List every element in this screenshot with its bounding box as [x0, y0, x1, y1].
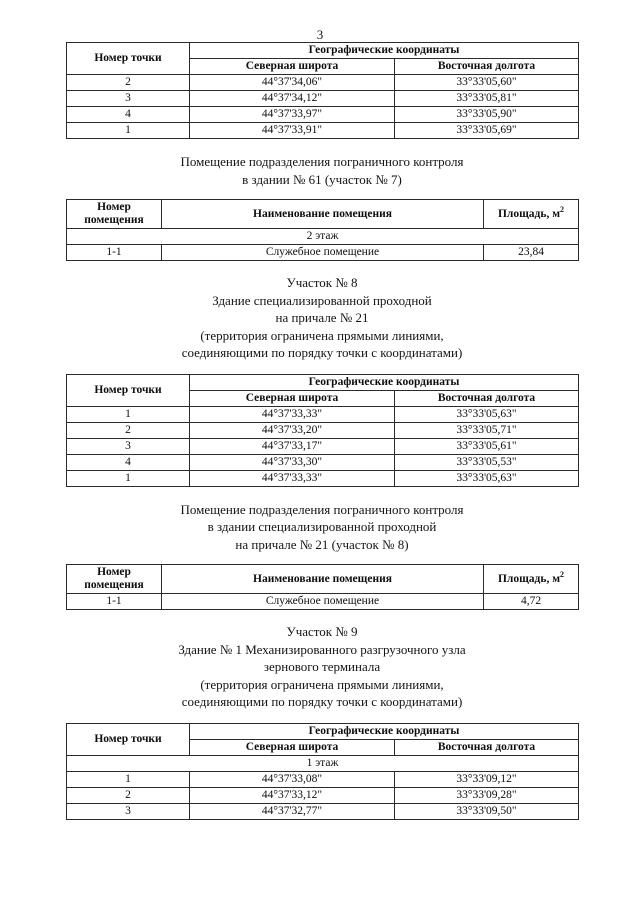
heading-line: Здание № 1 Механизированного разгрузочного узла [178, 641, 466, 657]
header-area [484, 565, 579, 594]
floor-label-row [67, 229, 579, 245]
cell-latitude: 44°37'33,17" [190, 438, 395, 454]
cell-longitude: 33°33'05,69" [395, 123, 579, 139]
header-point-number: Номер точки [67, 374, 190, 406]
cell-room-name: Служебное помещение [162, 594, 484, 610]
heading-line: Участок № 9 [286, 624, 358, 639]
heading-line: Здание специализированной проходной [212, 292, 432, 308]
section-heading [66, 623, 578, 711]
table-row [67, 803, 579, 819]
heading-line: (территория ограничена прямыми линиями, [200, 327, 444, 343]
heading-line: Помещение подразделения пограничного контроля [180, 154, 464, 169]
cell-longitude: 33°33'05,60" [395, 75, 579, 91]
table-row [67, 438, 579, 454]
table-header-row [67, 723, 579, 739]
header-area-superscript: 2 [560, 204, 565, 214]
cell-longitude: 33°33'05,53" [395, 454, 579, 470]
heading-line: на причале № 21 [275, 310, 369, 325]
section-heading [66, 274, 578, 362]
header-geo-coordinates: Географические координаты [190, 723, 579, 739]
cell-latitude: 44°37'33,33" [190, 470, 395, 486]
header-area [484, 200, 579, 229]
cell-room-area: 23,84 [484, 245, 579, 261]
header-east-longitude: Восточная долгота [395, 739, 579, 755]
coordinates-table [66, 374, 579, 487]
cell-latitude: 44°37'33,08" [190, 771, 395, 787]
coordinates-table [66, 723, 579, 820]
cell-latitude: 44°37'33,91" [190, 123, 395, 139]
page-number: 3 [316, 27, 324, 42]
cell-point-number: 3 [67, 803, 190, 819]
header-point-number: Номер точки [67, 43, 190, 75]
rooms-table [66, 199, 579, 261]
table-header-row [67, 374, 579, 390]
header-north-latitude: Северная широта [190, 59, 395, 75]
coordinates-table [66, 42, 579, 139]
table-header-row [67, 43, 579, 59]
table-row [67, 107, 579, 123]
cell-latitude: 44°37'34,06" [190, 75, 395, 91]
floor-label-row [67, 755, 579, 771]
page-content [0, 42, 640, 820]
header-room-number: Номер помещения [67, 565, 162, 594]
table-row [67, 771, 579, 787]
heading-line: соединяющими по порядку точки с координатами) [181, 345, 463, 360]
section-heading [66, 153, 578, 188]
cell-longitude: 33°33'05,63" [395, 406, 579, 422]
cell-room-number: 1-1 [67, 594, 162, 610]
cell-point-number: 2 [67, 75, 190, 91]
cell-room-name: Служебное помещение [162, 245, 484, 261]
heading-line: в здании специализированной проходной [207, 519, 437, 534]
cell-point-number: 4 [67, 107, 190, 123]
header-area-label: Площадь, м [497, 207, 561, 220]
cell-floor-label: 2 этаж [67, 229, 579, 245]
cell-longitude: 33°33'05,81" [395, 91, 579, 107]
cell-point-number: 2 [67, 422, 190, 438]
header-geo-coordinates: Географические координаты [190, 43, 579, 59]
cell-room-area: 4,72 [484, 594, 579, 610]
section-heading [66, 501, 578, 554]
header-east-longitude: Восточная долгота [395, 59, 579, 75]
cell-latitude: 44°37'33,20" [190, 422, 395, 438]
table-row [67, 245, 579, 261]
cell-floor-label: 1 этаж [67, 755, 579, 771]
header-area-superscript: 2 [560, 569, 565, 579]
cell-longitude: 33°33'09,50" [395, 803, 579, 819]
cell-latitude: 44°37'33,33" [190, 406, 395, 422]
cell-point-number: 4 [67, 454, 190, 470]
header-point-number: Номер точки [67, 723, 190, 755]
header-room-name: Наименование помещения [162, 200, 484, 229]
cell-point-number: 1 [67, 470, 190, 486]
heading-line: Помещение подразделения пограничного контроля [180, 501, 464, 517]
cell-longitude: 33°33'05,71" [395, 422, 579, 438]
cell-room-number: 1-1 [67, 245, 162, 261]
header-north-latitude: Северная широта [190, 390, 395, 406]
table-header-row [67, 565, 579, 594]
table-row [67, 594, 579, 610]
cell-point-number: 3 [67, 91, 190, 107]
table-row [67, 123, 579, 139]
cell-point-number: 3 [67, 438, 190, 454]
header-north-latitude: Северная широта [190, 739, 395, 755]
cell-latitude: 44°37'33,97" [190, 107, 395, 123]
table-row [67, 787, 579, 803]
header-area-label: Площадь, м [497, 572, 561, 585]
heading-line: Участок № 8 [286, 275, 358, 290]
heading-line: на причале № 21 (участок № 8) [235, 536, 409, 552]
heading-line: в здании № 61 (участок № 7) [242, 171, 402, 187]
table-row [67, 470, 579, 486]
table-header-row [67, 200, 579, 229]
table-row [67, 75, 579, 91]
header-room-name: Наименование помещения [162, 565, 484, 594]
cell-latitude: 44°37'33,12" [190, 787, 395, 803]
heading-line: зернового терминала [263, 659, 381, 674]
header-room-number: Номер помещения [67, 200, 162, 229]
heading-line: соединяющими по порядку точки с координатами) [181, 694, 463, 709]
header-geo-coordinates: Географические координаты [190, 374, 579, 390]
cell-latitude: 44°37'33,30" [190, 454, 395, 470]
cell-latitude: 44°37'32,77" [190, 803, 395, 819]
table-row [67, 422, 579, 438]
cell-longitude: 33°33'09,28" [395, 787, 579, 803]
header-east-longitude: Восточная долгота [395, 390, 579, 406]
cell-point-number: 2 [67, 787, 190, 803]
table-row [67, 454, 579, 470]
heading-line: (территория ограничена прямыми линиями, [200, 676, 444, 692]
table-row [67, 406, 579, 422]
rooms-table [66, 564, 579, 610]
cell-point-number: 1 [67, 123, 190, 139]
cell-point-number: 1 [67, 406, 190, 422]
cell-latitude: 44°37'34,12" [190, 91, 395, 107]
table-row [67, 91, 579, 107]
cell-point-number: 1 [67, 771, 190, 787]
cell-longitude: 33°33'09,12" [395, 771, 579, 787]
cell-longitude: 33°33'05,63" [395, 470, 579, 486]
cell-longitude: 33°33'05,61" [395, 438, 579, 454]
cell-longitude: 33°33'05,90" [395, 107, 579, 123]
